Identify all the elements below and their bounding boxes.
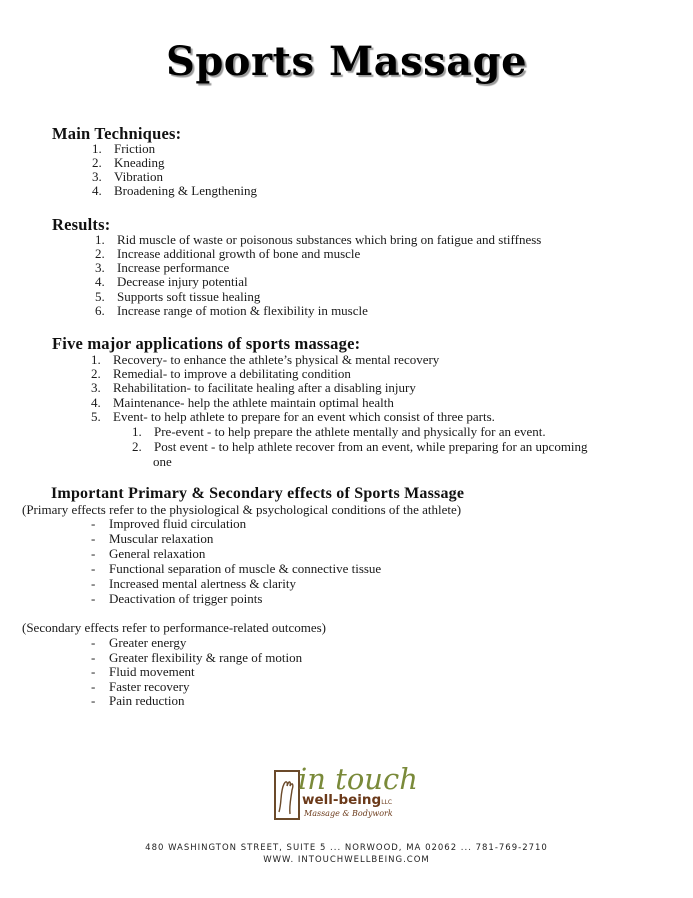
list-item: 5. Supports soft tissue healing: [95, 289, 261, 304]
list-item: - Fluid movement: [91, 664, 195, 679]
list-item: 6. Increase range of motion & flexibility in muscle: [95, 303, 368, 318]
list-item: - Greater flexibility & range of motion: [91, 650, 303, 665]
applications-heading: Five major applications of sports massage:: [52, 334, 361, 353]
list-item: - Increased mental alertness & clarity: [91, 576, 296, 591]
logo-script-text: in touch: [298, 762, 418, 796]
list-item: 3. Rehabilitation- to facilitate healing after a disabling injury: [91, 380, 416, 395]
list-item: 1. Pre-event - to help prepare the athlete mentally and physically for an event.: [132, 424, 546, 439]
list-item: 2. Increase additional growth of bone and muscle: [95, 246, 361, 261]
effects-heading: Important Primary & Secondary effects of Sports Massage: [51, 485, 465, 502]
hand-icon: [276, 772, 298, 818]
list-item: 4. Broadening & Lengthening: [92, 183, 257, 198]
list-item: 5. Event- to help athlete to prepare for an event which consist of three parts.: [91, 409, 495, 424]
list-item: - Pain reduction: [91, 693, 185, 708]
list-item: - Deactivation of trigger points: [91, 591, 263, 606]
list-item: 2. Remedial- to improve a debilitating condition: [91, 366, 351, 381]
list-item: 1. Friction: [92, 141, 156, 156]
secondary-effects-note: (Secondary effects refer to performance-related outcomes): [22, 620, 327, 635]
list-item: 1. Recovery- to enhance the athlete’s physical & mental recovery: [91, 352, 440, 367]
list-item: - General relaxation: [91, 546, 206, 561]
footer-website: WWW. INTOUCHWELLBEING.COM: [263, 855, 430, 865]
list-item: - Improved fluid circulation: [91, 516, 247, 531]
primary-effects-note: (Primary effects refer to the physiological & psychological conditions of the athlete): [22, 502, 462, 517]
list-item-continuation: one: [153, 454, 172, 469]
page-title: Sports Massage: [165, 38, 528, 85]
list-item: 2. Post event - to help athlete recover from an event, while preparing for an upcoming: [132, 439, 588, 454]
list-item: 4. Maintenance- help the athlete maintain optimal health: [91, 395, 394, 410]
logo-frame: [274, 770, 300, 820]
company-logo: [274, 764, 422, 824]
list-item: 3. Vibration: [92, 169, 164, 184]
main-techniques-heading: Main Techniques:: [52, 124, 182, 143]
logo-name: well-beingLLC: [302, 792, 393, 808]
list-item: 1. Rid muscle of waste or poisonous substances which bring on fatigue and stiffness: [95, 232, 542, 247]
list-item: - Faster recovery: [91, 679, 190, 694]
list-item: - Greater energy: [91, 635, 187, 650]
footer-address: 480 WASHINGTON STREET, SUITE 5 ... NORWOOD, MA 02062 ... 781-769-2710: [145, 843, 548, 853]
results-heading: Results:: [52, 215, 111, 234]
logo-tagline: Massage & Bodywork: [304, 809, 393, 818]
list-item: - Functional separation of muscle & connective tissue: [91, 561, 382, 576]
list-item: 3. Increase performance: [95, 260, 230, 275]
list-item: 2. Kneading: [92, 155, 165, 170]
list-item: 4. Decrease injury potential: [95, 274, 248, 289]
list-item: - Muscular relaxation: [91, 531, 214, 546]
